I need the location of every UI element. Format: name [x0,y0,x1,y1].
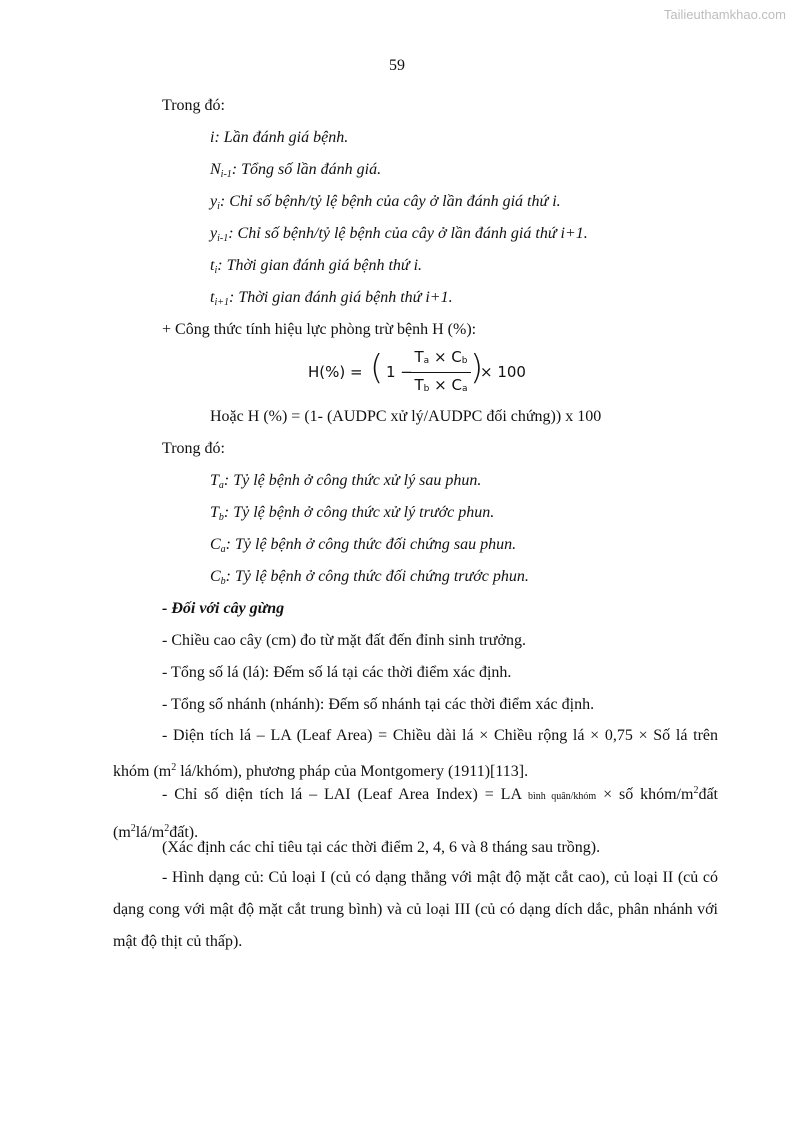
formula-numerator [411,348,471,366]
right-paren: ) [470,348,484,388]
num-a: T [414,348,424,366]
formula-denominator [411,376,471,394]
definition-line [210,471,481,496]
definition-symbol: i [210,129,215,146]
ginger-heading: - Đối với cây gừng [162,600,285,617]
definition-text: : Thời gian đánh giá bệnh thứ i+1. [228,289,453,306]
definition-line [210,128,348,148]
leaf-area-text: - Diện tích lá – LA (Leaf Area) = Chiều dài lá × Chiều rộng lá × 0,75 × Số lá trên khóm (m [113,727,718,780]
definition-symbol: y [210,193,218,210]
definition-subscript: i [217,201,220,212]
definition-text: : Tỷ lệ bệnh ở công thức đối chứng sau phun. [225,536,517,553]
superscript: 2 [130,823,136,834]
alt-formula: Hoặc H (%) = (1- (AUDPC xử lý/AUDPC đối chứng)) x 100 [210,408,602,425]
definition-line [210,288,453,313]
definition-text: : Tỷ lệ bệnh ở công thức đối chứng trước phun. [225,568,529,585]
definition-symbol: t [210,289,215,306]
definition-subscript: i [214,265,218,276]
definition-symbol: T [210,504,219,521]
lai-text-5: đất). [169,824,199,841]
lai-text: - Chỉ số diện tích lá – LAI (Leaf Area Index) = LA [162,786,529,803]
lai-text-2: × số khóm/m [596,786,694,803]
where-label: Trong đó: [162,97,225,114]
fraction-bar [411,372,471,373]
watermark: Tailieuthamkhao.com [663,7,786,22]
definition-subscript: i-1 [220,169,232,180]
definition-subscript: a [220,544,226,555]
num-times: × [429,348,452,366]
definition-text: : Tỷ lệ bệnh ở công thức xử lý sau phun. [223,472,482,489]
ginger-item: - Chiều cao cây (cm) đo từ mặt đất đến đỉnh sinh trưởng. [162,632,526,649]
definition-line [210,224,588,249]
superscript: 2 [693,785,699,796]
ginger-item: - Tổng số lá (lá): Đếm số lá tại các thời điểm xác định. [162,664,512,681]
definition-line [210,503,494,528]
definition-symbol: T [210,472,219,489]
formula-one-minus: 1 − [386,363,413,381]
lai-subscript-note: bình quân/khóm [528,791,597,802]
where-label: Trong đó: [162,440,225,457]
den-times: × [429,376,452,394]
num-a-sub: a [423,356,430,366]
timing-paragraph: (Xác định các chỉ tiêu tại các thời điểm 2, 4, 6 và 8 tháng sau trồng). [162,839,601,856]
lai-text-3: đất (m [113,786,718,841]
definition-subscript: i-1 [217,233,229,244]
left-paren: ( [370,348,384,388]
definition-symbol: t [210,257,215,274]
num-b-sub: b [461,356,468,366]
definition-subscript: i+1 [214,297,229,308]
definition-subscript: a [218,480,224,491]
definition-symbol: C [210,536,221,553]
definition-text: : Thời gian đánh giá bệnh thứ i. [217,257,423,274]
definition-text: : Lần đánh giá bệnh. [214,129,349,146]
definition-line [210,160,381,185]
den-b: C [451,376,462,394]
ginger-item: - Tổng số nhánh (nhánh): Đếm số nhánh tại các thời điểm xác định. [162,696,595,713]
tuber-shape-paragraph: - Hình dạng củ: Củ loại I (củ có dạng thẳng với mật độ mặt cắt cao), củ loại II (củ có dạng cong với mật độ mặt cắt trung bình) và củ loại III (củ có dạng dích dắc, phân nhánh với mật độ thịt củ thấp). [113,869,718,950]
definition-subscript: b [220,576,226,587]
den-a-sub: b [423,384,430,394]
num-b: C [451,348,462,366]
definition-text: : Chỉ số bệnh/tỷ lệ bệnh của cây ở lần đánh giá thứ i. [219,193,561,210]
definition-text: : Tỷ lệ bệnh ở công thức xử lý trước phun. [223,504,495,521]
leaf-area-text-tail: lá/khóm), phương pháp của Montgomery (1911)[113]. [176,763,529,780]
den-b-sub: a [461,384,468,394]
definition-line [210,256,422,281]
definition-symbol: C [210,568,221,585]
definition-line [210,535,516,560]
formula-lhs: H(%) = [308,363,363,381]
definition-line [210,192,561,217]
lai-text-4: lá/m [135,824,165,841]
definition-text: : Chỉ số bệnh/tỷ lệ bệnh của cây ở lần đánh giá thứ i+1. [228,225,588,242]
definition-subscript: b [218,512,224,523]
page-number: 59 [389,57,405,74]
formula-tail: × 100 [480,363,526,381]
superscript: 2 [171,762,177,773]
efficacy-formula [300,346,540,402]
definition-symbol: N [210,161,221,178]
definition-line [210,567,529,592]
efficacy-heading: + Công thức tính hiệu lực phòng trừ bệnh H (%): [162,321,477,338]
superscript: 2 [164,823,170,834]
definition-symbol: y [210,225,218,242]
definition-text: : Tổng số lần đánh giá. [231,161,382,178]
den-a: T [414,376,424,394]
